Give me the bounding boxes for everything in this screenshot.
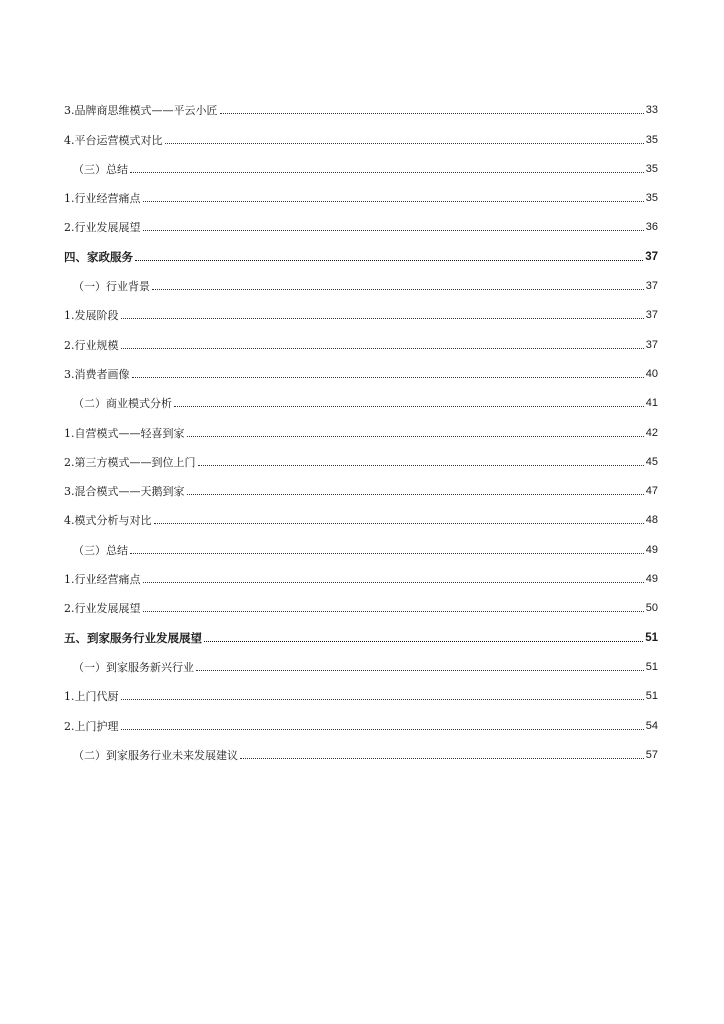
toc-page-number: 57 xyxy=(645,748,658,761)
toc-entry-label: 1.发展阶段 xyxy=(64,309,119,323)
toc-page-number: 35 xyxy=(645,192,658,205)
toc-page-number: 35 xyxy=(645,162,658,175)
toc-entry-label: 2.第三方模式——到位上门 xyxy=(64,455,196,469)
table-of-contents xyxy=(64,88,658,762)
toc-dot-leader xyxy=(135,259,643,261)
toc-entry-label: 1.上门代厨 xyxy=(64,690,119,704)
toc-entry[interactable] xyxy=(64,498,658,527)
toc-entry[interactable] xyxy=(64,410,658,439)
toc-dot-leader xyxy=(240,757,644,759)
toc-entry[interactable] xyxy=(64,352,658,381)
toc-entry[interactable] xyxy=(64,615,658,644)
toc-page-number: 49 xyxy=(645,543,658,556)
toc-page-number: 37 xyxy=(645,280,658,293)
toc-entry[interactable] xyxy=(64,645,658,674)
toc-entry[interactable] xyxy=(64,322,658,351)
toc-entry[interactable] xyxy=(64,527,658,556)
toc-page-number: 36 xyxy=(645,221,658,234)
toc-dot-leader xyxy=(121,347,644,349)
toc-entry[interactable] xyxy=(64,293,658,322)
toc-entry[interactable] xyxy=(64,205,658,234)
toc-entry-label: （一）行业背景 xyxy=(73,280,150,294)
toc-entry-label: 2.上门护理 xyxy=(64,719,119,733)
toc-dot-leader xyxy=(152,288,644,290)
toc-entry-label: 五、到家服务行业发展展望 xyxy=(64,630,202,645)
toc-page-number: 41 xyxy=(645,397,658,410)
toc-page-number: 51 xyxy=(645,631,658,644)
toc-dot-leader xyxy=(121,317,644,319)
toc-entry[interactable] xyxy=(64,703,658,732)
toc-page-number: 54 xyxy=(645,719,658,732)
toc-page-number: 37 xyxy=(645,250,658,263)
toc-page-number: 37 xyxy=(645,309,658,322)
toc-entry-label: 4.平台运营模式对比 xyxy=(64,133,163,147)
toc-page-number: 49 xyxy=(645,573,658,586)
toc-dot-leader xyxy=(143,610,644,612)
toc-dot-leader xyxy=(220,112,644,114)
toc-entry-label: （三）总结 xyxy=(73,162,128,176)
toc-entry[interactable] xyxy=(64,234,658,263)
toc-page-number: 51 xyxy=(645,660,658,673)
toc-entry[interactable] xyxy=(64,147,658,176)
toc-page-number: 33 xyxy=(645,104,658,117)
toc-entry-label: 四、家政服务 xyxy=(64,249,133,264)
toc-entry-label: 1.行业经营痛点 xyxy=(64,573,141,587)
toc-entry-label: 2.行业规模 xyxy=(64,338,119,352)
toc-entry-label: （三）总结 xyxy=(73,543,128,557)
toc-entry-label: （二）商业模式分析 xyxy=(73,397,172,411)
toc-dot-leader xyxy=(121,728,644,730)
toc-entry-label: 2.行业发展展望 xyxy=(64,602,141,616)
toc-dot-leader xyxy=(165,142,644,144)
toc-entry[interactable] xyxy=(64,176,658,205)
toc-dot-leader xyxy=(130,171,644,173)
toc-page-number: 50 xyxy=(645,602,658,615)
toc-dot-leader xyxy=(143,581,644,583)
toc-entry-label: （一）到家服务新兴行业 xyxy=(73,660,194,674)
toc-entry-label: （二）到家服务行业未来发展建议 xyxy=(73,748,238,762)
toc-entry-label: 3.混合模式——天鹅到家 xyxy=(64,485,185,499)
toc-page-number: 37 xyxy=(645,338,658,351)
toc-page-number: 40 xyxy=(645,367,658,380)
toc-page-number: 51 xyxy=(645,690,658,703)
toc-entry-label: 3.品牌商思维模式——平云小匠 xyxy=(64,104,218,118)
toc-dot-leader xyxy=(174,405,644,407)
toc-dot-leader xyxy=(143,200,644,202)
toc-entry[interactable] xyxy=(64,88,658,117)
toc-dot-leader xyxy=(204,640,643,642)
toc-page-number: 35 xyxy=(645,133,658,146)
toc-entry[interactable] xyxy=(64,264,658,293)
toc-entry[interactable] xyxy=(64,381,658,410)
toc-page-number: 42 xyxy=(645,426,658,439)
toc-dot-leader xyxy=(121,698,644,700)
toc-entry[interactable] xyxy=(64,440,658,469)
toc-entry[interactable] xyxy=(64,674,658,703)
toc-entry[interactable] xyxy=(64,733,658,762)
toc-dot-leader xyxy=(187,493,644,495)
toc-entry-label: 2.行业发展展望 xyxy=(64,221,141,235)
toc-page-number: 45 xyxy=(645,455,658,468)
toc-page-number: 47 xyxy=(645,485,658,498)
toc-entry-label: 1.行业经营痛点 xyxy=(64,192,141,206)
toc-dot-leader xyxy=(187,435,644,437)
toc-entry[interactable] xyxy=(64,586,658,615)
toc-entry-label: 3.消费者画像 xyxy=(64,367,130,381)
toc-entry[interactable] xyxy=(64,469,658,498)
toc-dot-leader xyxy=(196,669,644,671)
toc-entry-label: 1.自营模式——轻喜到家 xyxy=(64,426,185,440)
toc-entry[interactable] xyxy=(64,557,658,586)
toc-dot-leader xyxy=(143,229,644,231)
toc-dot-leader xyxy=(130,552,644,554)
toc-dot-leader xyxy=(198,464,644,466)
toc-dot-leader xyxy=(132,376,644,378)
toc-page-number: 48 xyxy=(645,514,658,527)
toc-entry[interactable] xyxy=(64,117,658,146)
toc-entry-label: 4.模式分析与对比 xyxy=(64,514,152,528)
toc-dot-leader xyxy=(154,522,644,524)
